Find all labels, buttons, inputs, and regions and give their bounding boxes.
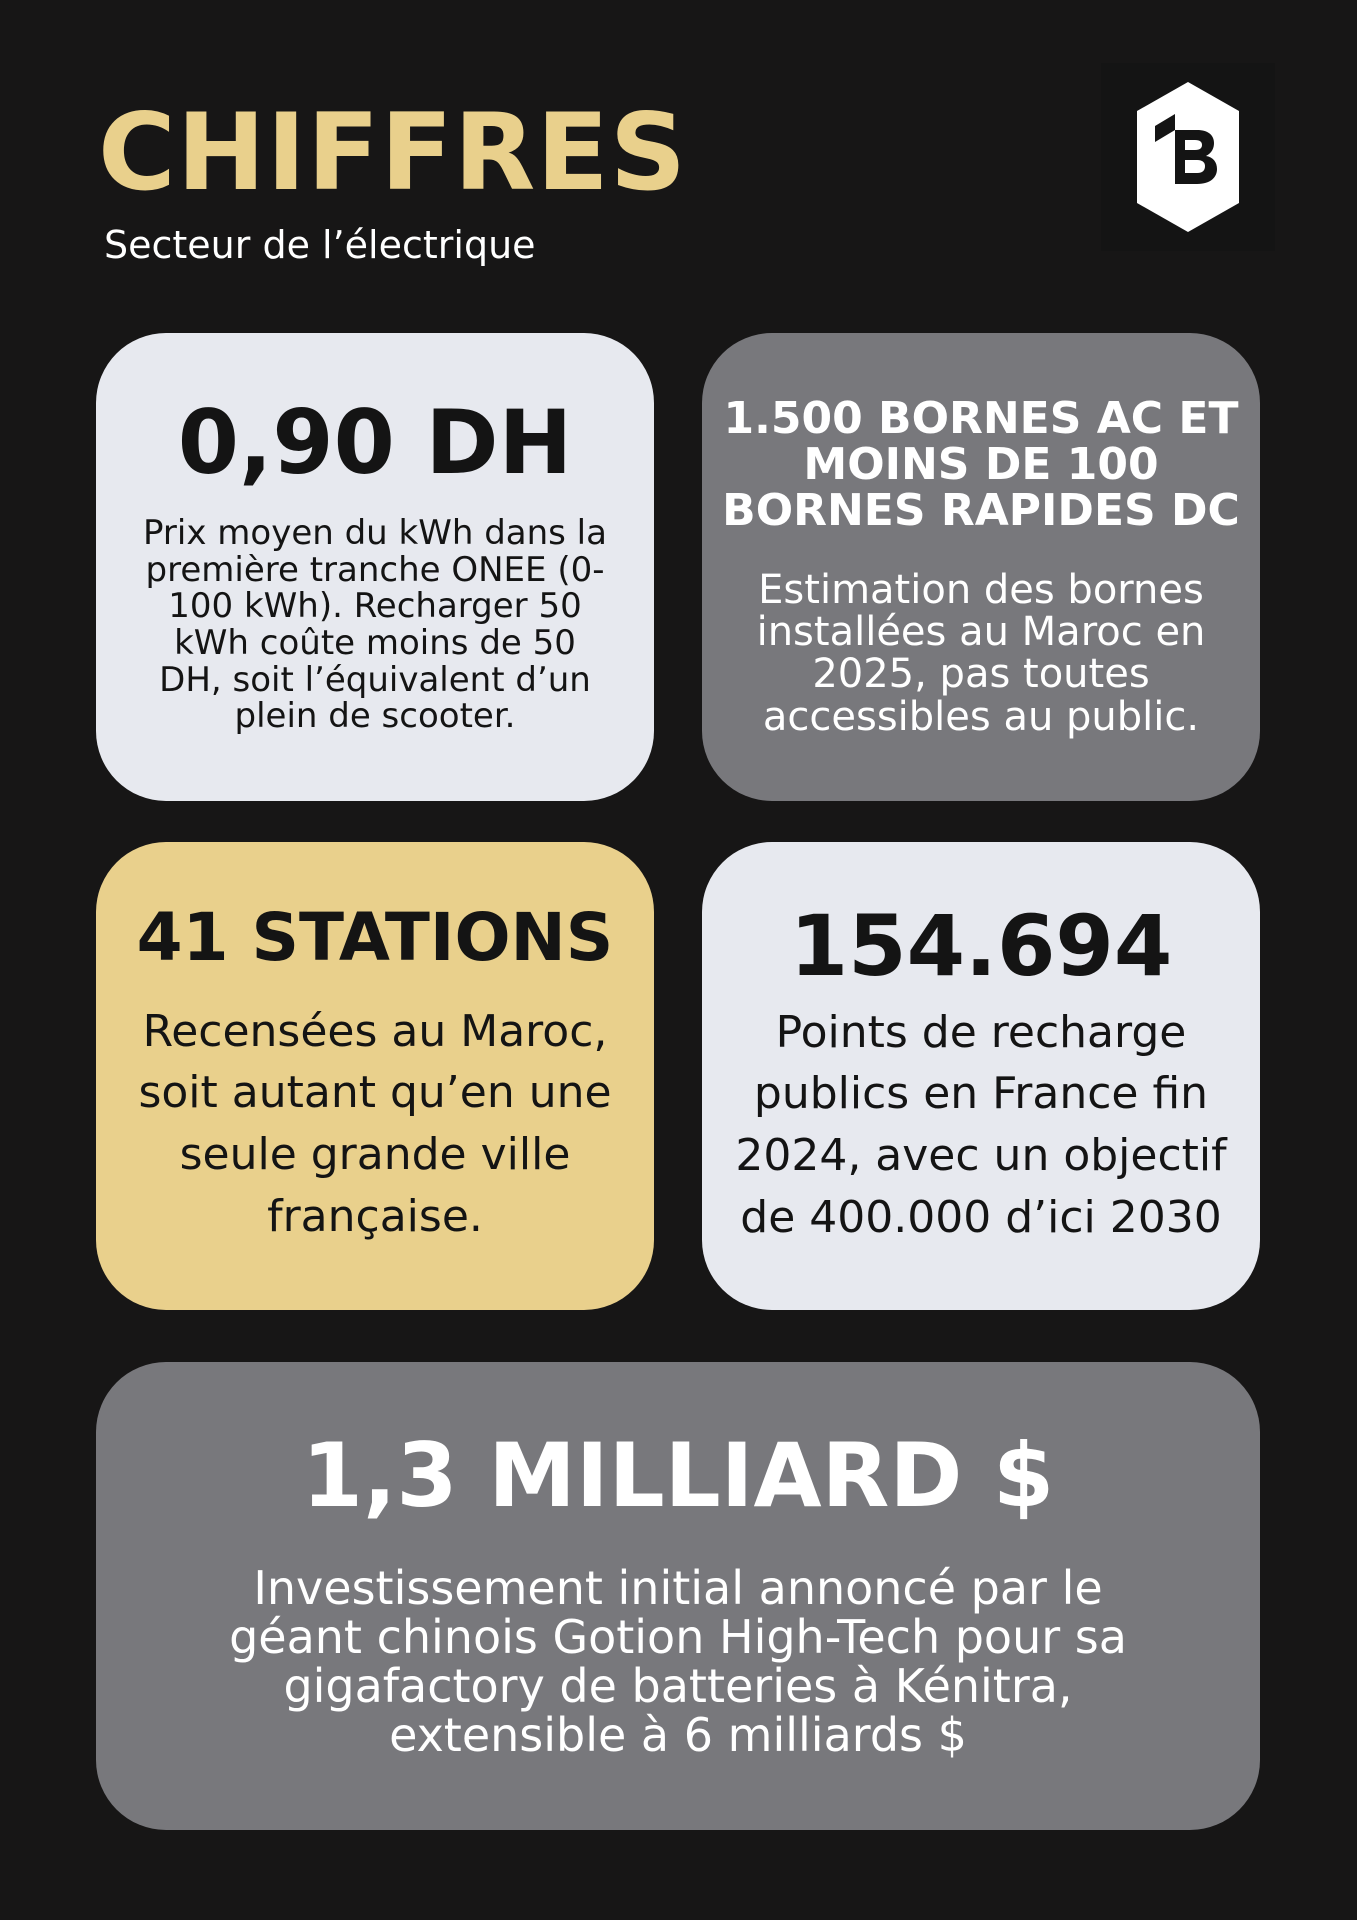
stat-headline: 1.500 BORNES AC ET MOINS DE 100 BORNES RAPIDES DC xyxy=(722,392,1240,537)
stat-card-kwh-price xyxy=(96,333,654,801)
stat-description: Investissement initial annoncé par le géant chinois Gotion High-Tech pour sa gigafactory de batteries à Kénitra, extensible à 6 milliards $ xyxy=(229,1560,1127,1763)
page-title: CHIFFRES xyxy=(98,91,688,214)
stat-card-charging-terminals xyxy=(702,333,1260,801)
stat-description: Estimation des bornes installées au Maroc en 2025, pas toutes accessibles au public. xyxy=(756,566,1206,740)
stat-card-france-charging-points xyxy=(702,842,1260,1310)
brand-logo xyxy=(1101,63,1275,251)
b-hexagon-logo-icon xyxy=(1133,78,1243,236)
stat-description: Points de recharge publics en France fin 2024, avec un objectif de 400.000 d’ici 2030 xyxy=(735,1006,1227,1243)
stat-card-gigafactory-investment xyxy=(96,1362,1260,1830)
stat-description: Recensées au Maroc, soit autant qu’en une seule grande ville française. xyxy=(138,1005,612,1242)
stat-headline: 1,3 MILLIARD $ xyxy=(301,1423,1055,1527)
stat-headline: 0,90 DH xyxy=(177,390,573,494)
page-subtitle: Secteur de l’électrique xyxy=(104,223,536,267)
stat-description: Prix moyen du kWh dans la première tranche ONEE (0-100 kWh). Recharger 50 kWh coûte moins de 50 DH, soit l’équivalent d’un plein de scooter. xyxy=(143,512,607,737)
stat-headline: 41 STATIONS xyxy=(136,898,614,976)
stat-card-stations-morocco xyxy=(96,842,654,1310)
stat-headline: 154.694 xyxy=(789,896,1173,995)
